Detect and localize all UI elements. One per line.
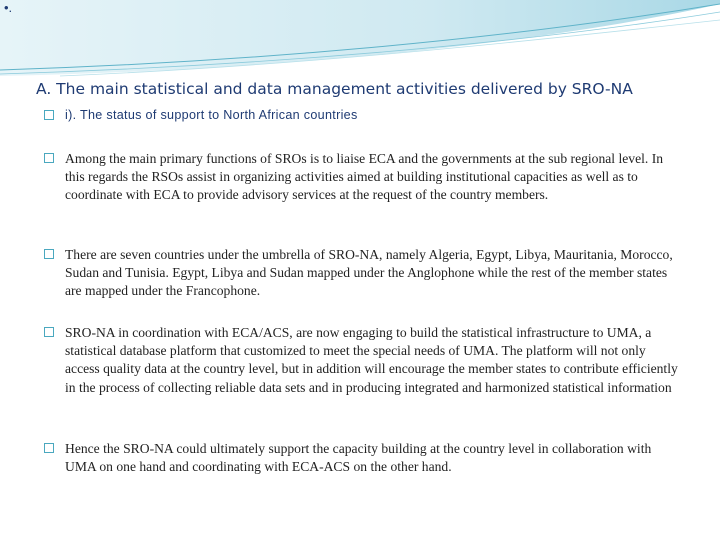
bullet-square-icon <box>44 443 54 453</box>
bullet-item-capacity-building <box>44 440 680 476</box>
bullet-item-uma-platform <box>44 324 680 397</box>
bullet-square-icon <box>44 110 54 120</box>
bullet-item-seven-countries <box>44 246 680 301</box>
bullet-text: i). The status of support to North African countries <box>65 108 358 122</box>
page-title: A. The main statistical and data management activities delivered by SRO-NA <box>36 80 633 98</box>
bullet-square-icon <box>44 153 54 163</box>
bullet-text: There are seven countries under the umbrella of SRO-NA, namely Algeria, Egypt, Libya, Mauritania, Morocco, Sudan and Tunisia. Egypt, Libya and Sudan mapped under the Anglophone while the rest of the member states are mapped under the Francophone. <box>65 247 673 299</box>
bullet-text: Among the main primary functions of SROs is to liaise ECA and the governments at the sub regional level. In this regards the RSOs assist in organizing activities aimed at building institutional capacities as well as to coordinate with ECA to provide advisory services at the request of the country members. <box>65 151 664 203</box>
corner-mark: •. <box>4 0 13 15</box>
header-wave-decoration <box>0 0 720 90</box>
bullet-square-icon <box>44 327 54 337</box>
bullet-text: Hence the SRO-NA could ultimately support the capacity building at the country level in collaboration with UMA on one hand and coordinating with ECA-ACS on the other hand. <box>65 441 652 475</box>
bullet-item-status-of-support <box>44 107 680 123</box>
bullet-square-icon <box>44 249 54 259</box>
bullet-text: SRO-NA in coordination with ECA/ACS, are now engaging to build the statistical infrastructure to UMA, a statistical database platform that customized to meet the special needs of UMA. The platform will not only access quality data at the country level, but in addition will encourage the member states to contribute efficiently in the process of collecting reliable data sets and in producing integrated and harmonized statistical information <box>65 325 678 395</box>
bullet-item-primary-functions <box>44 150 680 205</box>
